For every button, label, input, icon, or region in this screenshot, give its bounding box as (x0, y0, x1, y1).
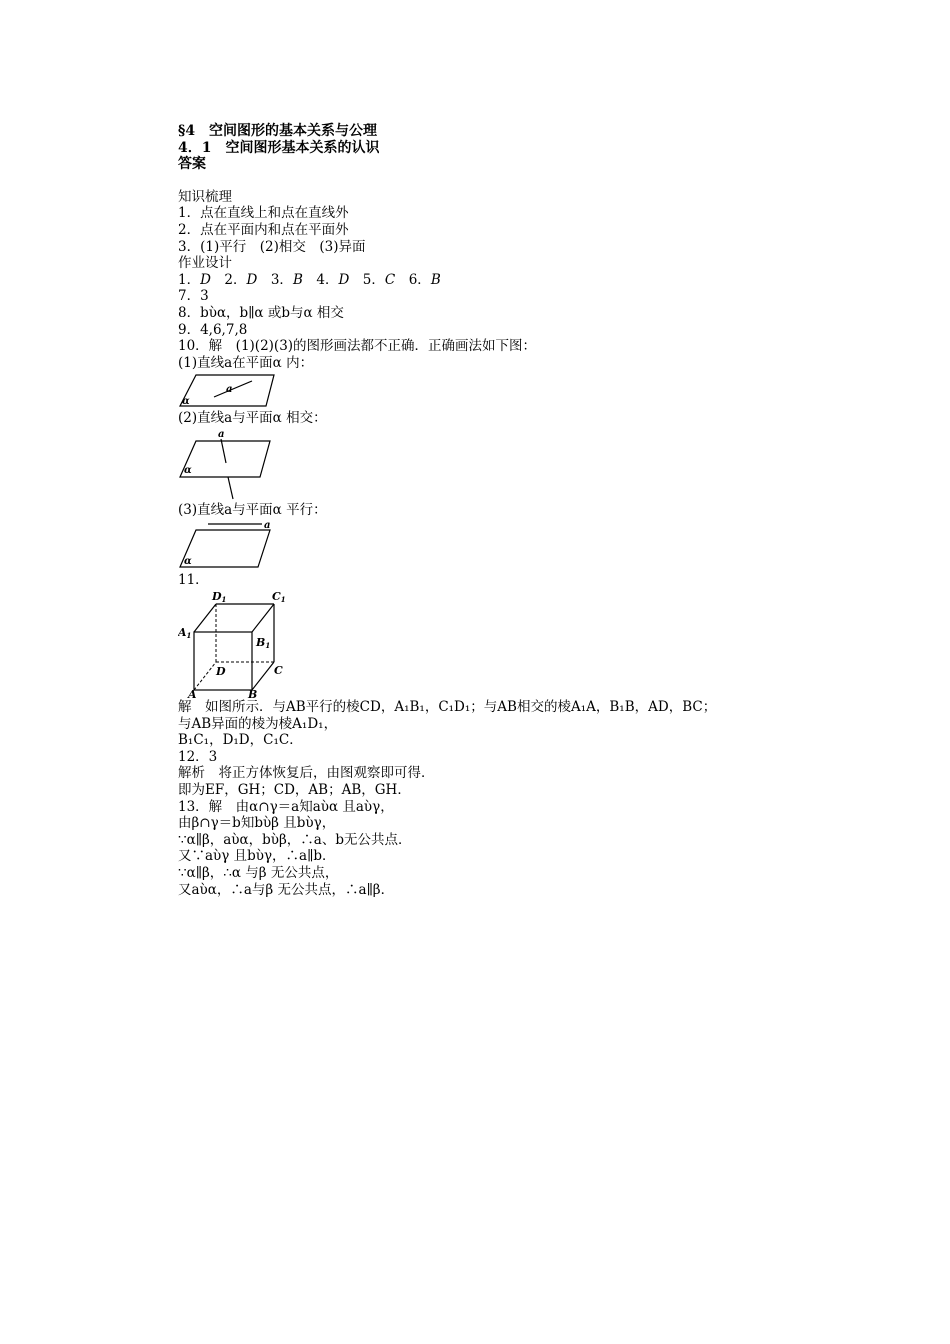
answer-13-line-2: 由β∩γ＝b知bὺβ 且bὺγ， (178, 815, 336, 832)
answer-10-part-1: (1)直线a在平面α 内： (178, 354, 314, 371)
vertex-b-label: B (248, 688, 258, 699)
answer-12: 12．3 (178, 748, 218, 765)
answer-11-solution-1: 解 如图所示．与AB平行的棱CD，A₁B₁，C₁D₁；与AB相交的棱A₁A，B₁B，AD，BC； (178, 699, 717, 716)
answer-12-analysis-2: 即为EF，GH；CD，AB；AB，GH． (178, 782, 411, 799)
plane-label: α (184, 464, 192, 476)
answer-12-analysis-1: 解析 将正方体恢复后，由图观察即可得． (178, 765, 435, 782)
answer-7: 7．3 (178, 288, 209, 305)
line-a-upper (221, 439, 226, 463)
figure-cube (178, 590, 288, 698)
answer-11-solution-3: B₁C₁，D₁D，C₁C． (178, 732, 303, 749)
vertex-d-label: D (216, 665, 226, 679)
answer-4: D (338, 271, 350, 288)
answer-title: 答案 (178, 156, 206, 173)
answer-11: 11． (178, 571, 209, 588)
answer-13-line-5: ∵α∥β，∴α 与β 无公共点， (178, 865, 339, 882)
vertex-c-label: C (274, 664, 283, 678)
figure-line-intersect-plane (178, 429, 278, 501)
answer-2: D (246, 271, 258, 288)
knowledge-title: 知识梳理 (178, 188, 232, 205)
line-label: a (218, 428, 225, 440)
vertex-b1-label: B1 (256, 636, 271, 651)
answer-13-line-3: ∵α∥β，aὺα，bὺβ，∴a、b无公共点． (178, 831, 412, 848)
answer-11-solution-2: 与AB异面的棱为棱A₁D₁， (178, 715, 338, 732)
figure-line-parallel-plane (178, 521, 278, 571)
knowledge-item-1: 1．点在直线上和点在直线外 (178, 205, 349, 222)
answer-13-line-6: 又aὺα，∴a与β 无公共点，∴a∥β． (178, 881, 395, 898)
vertex-d1-label: D1 (212, 590, 227, 605)
answer-10-part-3: (3)直线a与平面α 平行： (178, 501, 327, 518)
answers-1-6: 1．D 2．D 3．B 4．D 5．C 6．B (178, 271, 441, 288)
plane-label: α (184, 555, 192, 567)
plane-parallelogram (180, 530, 270, 567)
answer-document (178, 123, 878, 898)
answer-5: C (384, 271, 396, 288)
figure-line-in-plane (178, 373, 278, 409)
answer-13-line-1: 13．解 由α∩γ＝a知aὺα 且aὺγ， (178, 798, 394, 815)
answer-1: D (200, 271, 211, 288)
knowledge-item-3: 3．(1)平行 (2)相交 (3)异面 (178, 238, 366, 255)
answer-10-part-2: (2)直线a与平面α 相交： (178, 410, 327, 427)
line-label: a (226, 384, 233, 396)
vertex-c1-label: C1 (272, 590, 286, 605)
line-label: a (264, 520, 271, 531)
answer-8: 8．bὺα，b∥α 或b与α 相交 (178, 304, 344, 321)
vertex-a-label: A (188, 688, 197, 699)
answer-13-line-4: 又∵aὺγ 且bὺγ，∴a∥b． (178, 848, 336, 865)
subsection-title: 4．1 空间图形基本关系的认识 (178, 139, 380, 156)
knowledge-item-2: 2．点在平面内和点在平面外 (178, 221, 349, 238)
line-a (214, 381, 252, 397)
answer-9: 9．4,6,7,8 (178, 321, 248, 338)
plane-label: α (182, 396, 190, 408)
line-a-lower (228, 477, 233, 499)
answer-10: 10．解 (1)(2)(3)的图形画法都不正确．正确画法如下图： (178, 338, 537, 355)
answer-3: B (292, 271, 303, 288)
vertex-a1-label: A1 (178, 626, 192, 641)
section-title: §4 空间图形的基本关系与公理 (178, 123, 378, 139)
answer-6: B (430, 271, 441, 288)
homework-title: 作业设计 (178, 255, 232, 272)
